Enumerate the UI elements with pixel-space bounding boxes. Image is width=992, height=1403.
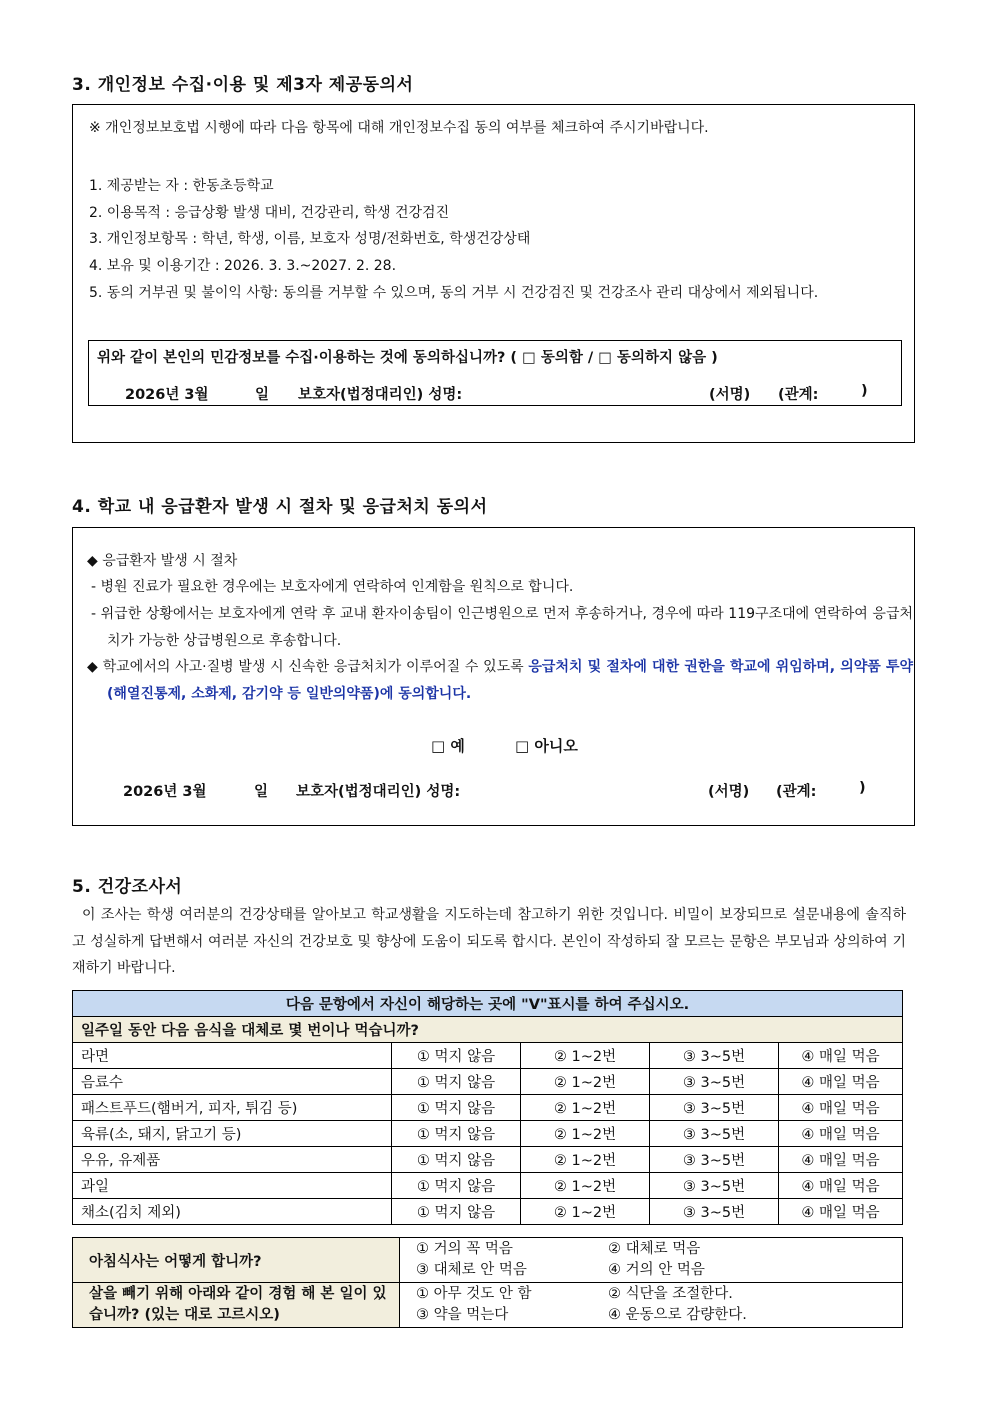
food-frequency-table (72, 990, 903, 1225)
privacy-item-2: 2. 이용목적 : 응급상황 발생 대비, 건강관리, 학생 건강검진 (89, 205, 450, 221)
food-item-label: 육류(소, 돼지, 닭고기 등) (73, 1121, 392, 1147)
diet-option[interactable]: ① 아무 것도 안 함 (416, 1286, 532, 1302)
privacy-sig-close: ) (861, 383, 868, 399)
diet-question: 살을 빼기 위해 아래와 같이 경험 해 본 일이 있습니까? (있는 대로 고르시오) (73, 1283, 400, 1328)
diet-option[interactable]: ② 식단을 조절한다. (608, 1286, 733, 1302)
privacy-sig-relation[interactable]: (관계: (778, 387, 819, 403)
emergency-signature-line (73, 780, 916, 806)
privacy-sig-guardian[interactable]: 보호자(법정대리인) 성명: (298, 387, 463, 403)
table-row (73, 1173, 903, 1199)
food-option-cell[interactable]: ④ 매일 먹음 (779, 1069, 903, 1095)
privacy-sig-sign[interactable]: (서명) (709, 387, 751, 403)
food-option-cell[interactable]: ① 먹지 않음 (392, 1147, 521, 1173)
privacy-item-4: 4. 보유 및 이용기간 : 2026. 3. 3.~2027. 2. 28. (89, 258, 397, 274)
emergency-sig-day: 일 (254, 784, 269, 800)
food-option-cell[interactable]: ③ 3~5번 (650, 1121, 779, 1147)
emergency-sig-relation[interactable]: (관계: (776, 784, 817, 800)
food-option-cell[interactable]: ① 먹지 않음 (392, 1069, 521, 1095)
breakfast-options-cell (400, 1238, 903, 1283)
food-option-cell[interactable]: ② 1~2번 (521, 1173, 650, 1199)
food-option-cell[interactable]: ② 1~2번 (521, 1095, 650, 1121)
survey-table-header: 다음 문항에서 자신이 해당하는 곳에 "V"표시를 하여 주십시오. (73, 991, 903, 1017)
privacy-notice: ※ 개인정보보호법 시행에 따라 다음 항목에 대해 개인정보수집 동의 여부를 체크하여 주시기바랍니다. (89, 120, 709, 136)
food-item-label: 라면 (73, 1043, 392, 1069)
food-option-cell[interactable]: ③ 3~5번 (650, 1095, 779, 1121)
consent-box-emergency (72, 527, 915, 826)
health-survey-intro: 이 조사는 학생 여러분의 건강상태를 알아보고 학교생활을 지도하는데 참고하기 위한 것입니다. 비밀이 보장되므로 설문내용에 솔직하고 성실하게 답변해서 여러분 자신의 건강보호 및 향상에 도움이 되도록 합시다. 본인이 작성하되 잘 모르는 문항은 부모님과 상의하여 기재하기 바랍니다. (72, 907, 906, 976)
privacy-signature-line (89, 383, 903, 409)
emergency-consent-plain: ◆ 학교에서의 사고·질병 발생 시 신속한 응급처치가 이루어질 수 있도록 (87, 659, 529, 675)
emergency-sig-sign[interactable]: (서명) (708, 784, 750, 800)
table-row (73, 1238, 903, 1283)
breakfast-option[interactable]: ② 대체로 먹음 (608, 1241, 701, 1257)
food-option-cell[interactable]: ② 1~2번 (521, 1199, 650, 1225)
table-row (73, 1199, 903, 1225)
food-option-cell[interactable]: ③ 3~5번 (650, 1173, 779, 1199)
breakfast-question: 아침식사는 어떻게 합니까? (73, 1238, 400, 1283)
privacy-consent-question[interactable]: 위와 같이 본인의 민감정보를 수집·이용하는 것에 동의하십니까? ( □ 동의함 / □ 동의하지 않음 ) (97, 350, 718, 366)
food-option-cell[interactable]: ① 먹지 않음 (392, 1173, 521, 1199)
food-option-cell[interactable]: ④ 매일 먹음 (779, 1095, 903, 1121)
emergency-bullet-urgent: - 위급한 상황에서는 보호자에게 연락 후 교내 환자이송팀이 인근병원으로 먼저 후송하거나, 경우에 따라 119구조대에 연락하여 응급처치가 가능한 상급병원으로 후송합니다. (91, 606, 913, 649)
food-item-label: 우유, 유제품 (73, 1147, 392, 1173)
emergency-sig-close: ) (859, 780, 866, 796)
table-row (73, 1147, 903, 1173)
table-row (73, 1121, 903, 1147)
food-option-cell[interactable]: ② 1~2번 (521, 1043, 650, 1069)
food-item-label: 패스트푸드(햄버거, 피자, 튀김 등) (73, 1095, 392, 1121)
table-row (73, 1043, 903, 1069)
food-option-cell[interactable]: ③ 3~5번 (650, 1043, 779, 1069)
table-row (73, 1095, 903, 1121)
section3-title: 3. 개인정보 수집·이용 및 제3자 제공동의서 (72, 75, 414, 95)
food-option-cell[interactable]: ④ 매일 먹음 (779, 1199, 903, 1225)
emergency-no-checkbox[interactable]: □ 아니오 (515, 737, 578, 755)
breakfast-option[interactable]: ④ 거의 안 먹음 (608, 1262, 705, 1278)
emergency-heading-procedure: ◆ 응급환자 발생 시 절차 (87, 553, 238, 569)
food-item-label: 음료수 (73, 1069, 392, 1095)
food-option-cell[interactable]: ② 1~2번 (521, 1147, 650, 1173)
emergency-sig-date: 2026년 3월 (123, 784, 207, 800)
section5-title: 5. 건강조사서 (72, 877, 183, 897)
emergency-consent-statement (87, 654, 913, 707)
food-option-cell[interactable]: ① 먹지 않음 (392, 1121, 521, 1147)
breakfast-option[interactable]: ③ 대체로 안 먹음 (416, 1262, 527, 1278)
food-frequency-question: 일주일 동안 다음 음식을 대체로 몇 번이나 먹습니까? (73, 1017, 903, 1043)
food-item-label: 채소(김치 제외) (73, 1199, 392, 1225)
table-row (73, 1283, 903, 1328)
emergency-sig-guardian[interactable]: 보호자(법정대리인) 성명: (296, 784, 461, 800)
food-option-cell[interactable]: ④ 매일 먹음 (779, 1147, 903, 1173)
food-option-cell[interactable]: ① 먹지 않음 (392, 1095, 521, 1121)
food-option-cell[interactable]: ④ 매일 먹음 (779, 1121, 903, 1147)
breakfast-option[interactable]: ① 거의 꼭 먹음 (416, 1241, 513, 1257)
privacy-item-3: 3. 개인정보항목 : 학년, 학생, 이름, 보호자 성명/전화번호, 학생건강상태 (89, 231, 531, 247)
food-item-label: 과일 (73, 1173, 392, 1199)
food-option-cell[interactable]: ① 먹지 않음 (392, 1043, 521, 1069)
consent-box-privacy (72, 104, 915, 443)
diet-option[interactable]: ④ 운동으로 감량한다. (608, 1307, 747, 1323)
privacy-item-5: 5. 동의 거부권 및 불이익 사항: 동의를 거부할 수 있으며, 동의 거부 시 건강검진 및 건강조사 관리 대상에서 제외됩니다. (89, 285, 819, 301)
privacy-item-1: 1. 제공받는 자 : 한동초등학교 (89, 178, 274, 194)
privacy-sig-date: 2026년 3월 (125, 387, 209, 403)
habits-table (72, 1237, 903, 1328)
food-option-cell[interactable]: ④ 매일 먹음 (779, 1043, 903, 1069)
food-option-cell[interactable]: ③ 3~5번 (650, 1069, 779, 1095)
privacy-consent-inner-box (88, 340, 902, 406)
emergency-consent-highlight: 응급처치 및 절차에 대한 권한을 학교에 위임하며, 의약품 투약(해열진통제, 소화제, 감기약 등 일반의약품)에 동의합니다. (107, 659, 913, 702)
diet-option[interactable]: ③ 약을 먹는다 (416, 1307, 509, 1323)
emergency-yes-checkbox[interactable]: □ 예 (431, 737, 465, 755)
food-option-cell[interactable]: ③ 3~5번 (650, 1199, 779, 1225)
food-option-cell[interactable]: ③ 3~5번 (650, 1147, 779, 1173)
privacy-sig-day: 일 (255, 387, 270, 403)
section4-title: 4. 학교 내 응급환자 발생 시 절차 및 응급처치 동의서 (72, 497, 488, 517)
food-option-cell[interactable]: ② 1~2번 (521, 1121, 650, 1147)
emergency-bullet-hospital: - 병원 진료가 필요한 경우에는 보호자에게 연락하여 인계함을 원칙으로 합니다. (91, 579, 574, 595)
food-option-cell[interactable]: ① 먹지 않음 (392, 1199, 521, 1225)
food-option-cell[interactable]: ④ 매일 먹음 (779, 1173, 903, 1199)
diet-options-cell (400, 1283, 903, 1328)
table-row (73, 1069, 903, 1095)
food-option-cell[interactable]: ② 1~2번 (521, 1069, 650, 1095)
